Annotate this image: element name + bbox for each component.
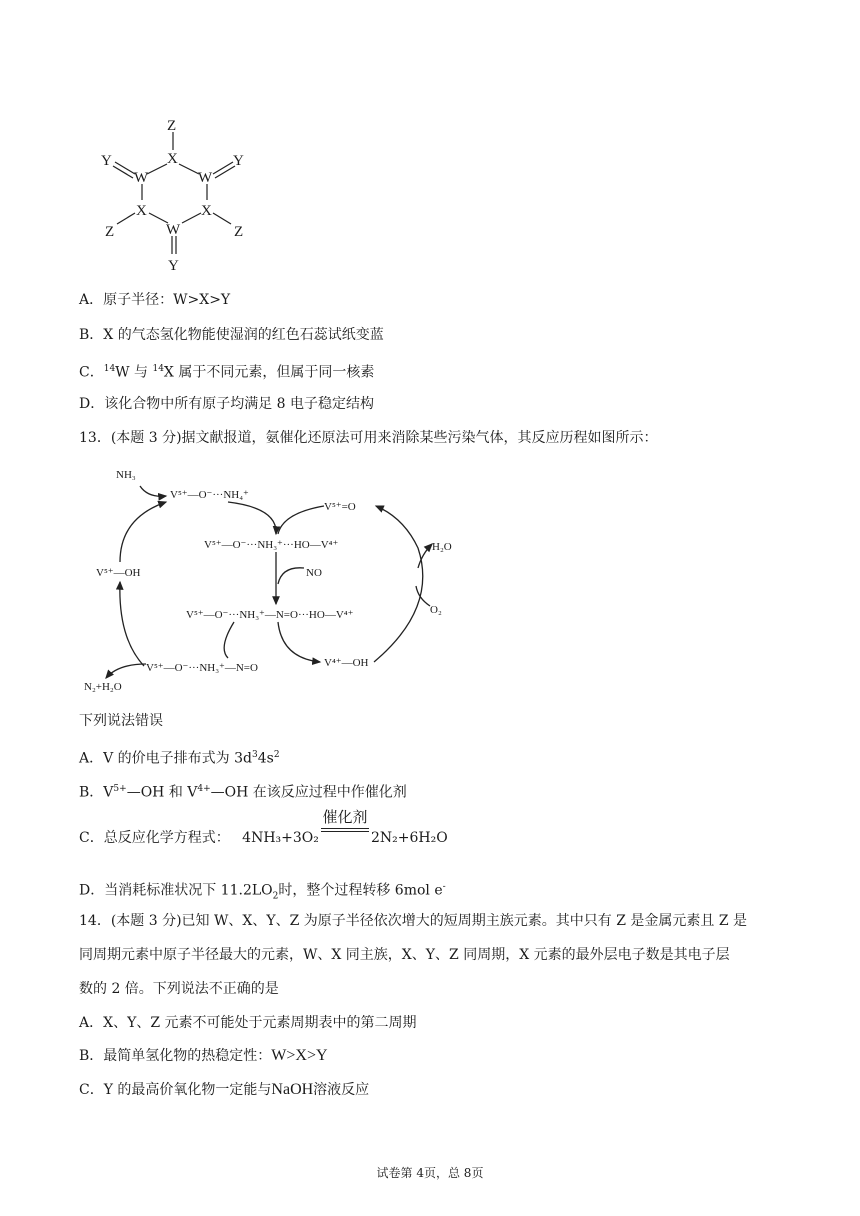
catalyst-label: 催化剂 [322, 808, 368, 826]
q13-option-c [79, 828, 319, 848]
q14-c-formula: NaOH [271, 1081, 314, 1098]
q13-prompt: 下列说法错误 [79, 713, 163, 729]
charge-superscript: 5+ [113, 784, 127, 794]
q14-option-b [79, 1046, 328, 1066]
o2-label: O₂ [430, 604, 442, 616]
q13-stem: 13．(本题 3 分)据文献报道，氨催化还原法可用来消除某些污染气体，其反应历程如图所示： [79, 430, 658, 446]
mass-number: 14 [103, 364, 116, 374]
atom-w-bottom: W [166, 222, 181, 238]
q14-stem-line-2: 同周期元素中原子半径最大的元素，W、X 同主族，X、Y、Z 同周期，X 元素的最外层电子数是其电子层 [79, 947, 730, 963]
equation-arrow [321, 808, 369, 832]
atom-x-top: X [167, 151, 178, 167]
q13-a-mid: 4s [257, 750, 274, 767]
q13-b-suffix: —OH 在该反应过程中作催化剂 [210, 784, 407, 801]
q14-c-suffix: 溶液反应 [313, 1082, 370, 1098]
q14-stem-line-3: 数的 2 倍。下列说法不正确的是 [79, 981, 279, 997]
species-5: V⁴⁺—OH [324, 657, 369, 669]
q12-option-d: D．该化合物中所有原子均满足 8 电子稳定结构 [79, 396, 375, 412]
nh3-label: NH₃ [116, 469, 136, 481]
ring-structure-figure [95, 112, 265, 277]
q13-b-mid: —OH 和 V [126, 784, 198, 801]
equation-products: 2N₂+6H₂O [371, 830, 448, 846]
no-label: NO [306, 567, 322, 579]
q13-d-mid: 时，整个过程转移 6mol e [278, 882, 443, 899]
atom-z-left: Z [105, 224, 115, 240]
superscript: 2 [273, 750, 280, 760]
mass-number: 14 [152, 364, 164, 374]
q14-b-formula: W>X>Y [271, 1047, 328, 1064]
superscript: 3 [252, 750, 258, 760]
q13-b-prefix: B．V [79, 784, 114, 801]
q12-option-c [79, 359, 374, 383]
q12-c-suffix: X 属于不同元素，但属于同一核素 [163, 364, 375, 381]
q12-option-a: A．原子半径：W>X>Y [79, 292, 231, 308]
superscript: - [442, 882, 446, 892]
q13-c-prefix: C．总反应化学方程式： [79, 830, 230, 846]
n2-h2o-label: N₂+H₂O [84, 681, 122, 693]
atom-y-bottom: Y [168, 258, 179, 274]
q14-c-prefix: C．Y 的最高价氧化物一定能与 [79, 1082, 272, 1098]
species-6: V⁵⁺—O⁻···NH₃⁺—N=O [146, 662, 258, 674]
equation-reactants: 4NH₃+3O₂ [242, 830, 319, 846]
q13-option-b [79, 779, 407, 803]
q14-option-c [79, 1080, 369, 1100]
subscript: 2 [272, 891, 279, 902]
q13-a-prefix: A．V 的价电子排布式为 3d [79, 750, 252, 767]
atom-y-left: Y [101, 153, 112, 169]
q14-b-prefix: B．最简单氢化物的热稳定性： [79, 1048, 272, 1064]
q13-option-d [79, 877, 446, 906]
q13-option-a [79, 745, 280, 769]
species-2: V⁵⁺=O [324, 501, 356, 513]
q12-option-b: B．X 的气态氢化物能使湿润的红色石蕊试纸变蓝 [79, 327, 384, 343]
q12-c-mid: W 与 [115, 364, 153, 381]
h2o-label: H₂O [432, 541, 452, 553]
q12-c-prefix: C． [79, 364, 104, 381]
reaction-mechanism-diagram [78, 458, 478, 698]
q13-d-prefix: D．当消耗标准状况下 11.2LO [79, 882, 273, 899]
charge-superscript: 4+ [197, 784, 211, 794]
atom-x-left: X [136, 203, 147, 219]
q14-option-a: A．X、Y、Z 元素不可能处于元素周期表中的第二周期 [79, 1015, 417, 1031]
atom-w-right: W [198, 170, 213, 186]
species-1: V⁵⁺—O⁻···NH₄⁺ [170, 489, 249, 501]
atom-z-top: Z [167, 118, 177, 134]
atom-y-right: Y [233, 153, 244, 169]
q14-stem-line-1: 14．(本题 3 分)已知 W、X、Y、Z 为原子半径依次增大的短周期主族元素。其中只有 Z 是金属元素且 Z 是 [79, 913, 748, 929]
atom-w-left: W [134, 170, 149, 186]
species-3: V⁵⁺—O⁻···NH₃⁺···HO—V⁴⁺ [204, 539, 339, 551]
species-4: V⁵⁺—O⁻···NH₃⁺—N=O···HO—V⁴⁺ [186, 609, 354, 621]
page-footer: 试卷第 4页，总 8页 [376, 1166, 484, 1180]
atom-x-right: X [201, 203, 212, 219]
species-7: V⁵⁺—OH [96, 567, 141, 579]
atom-z-right: Z [234, 224, 244, 240]
equals-sign [321, 828, 369, 832]
